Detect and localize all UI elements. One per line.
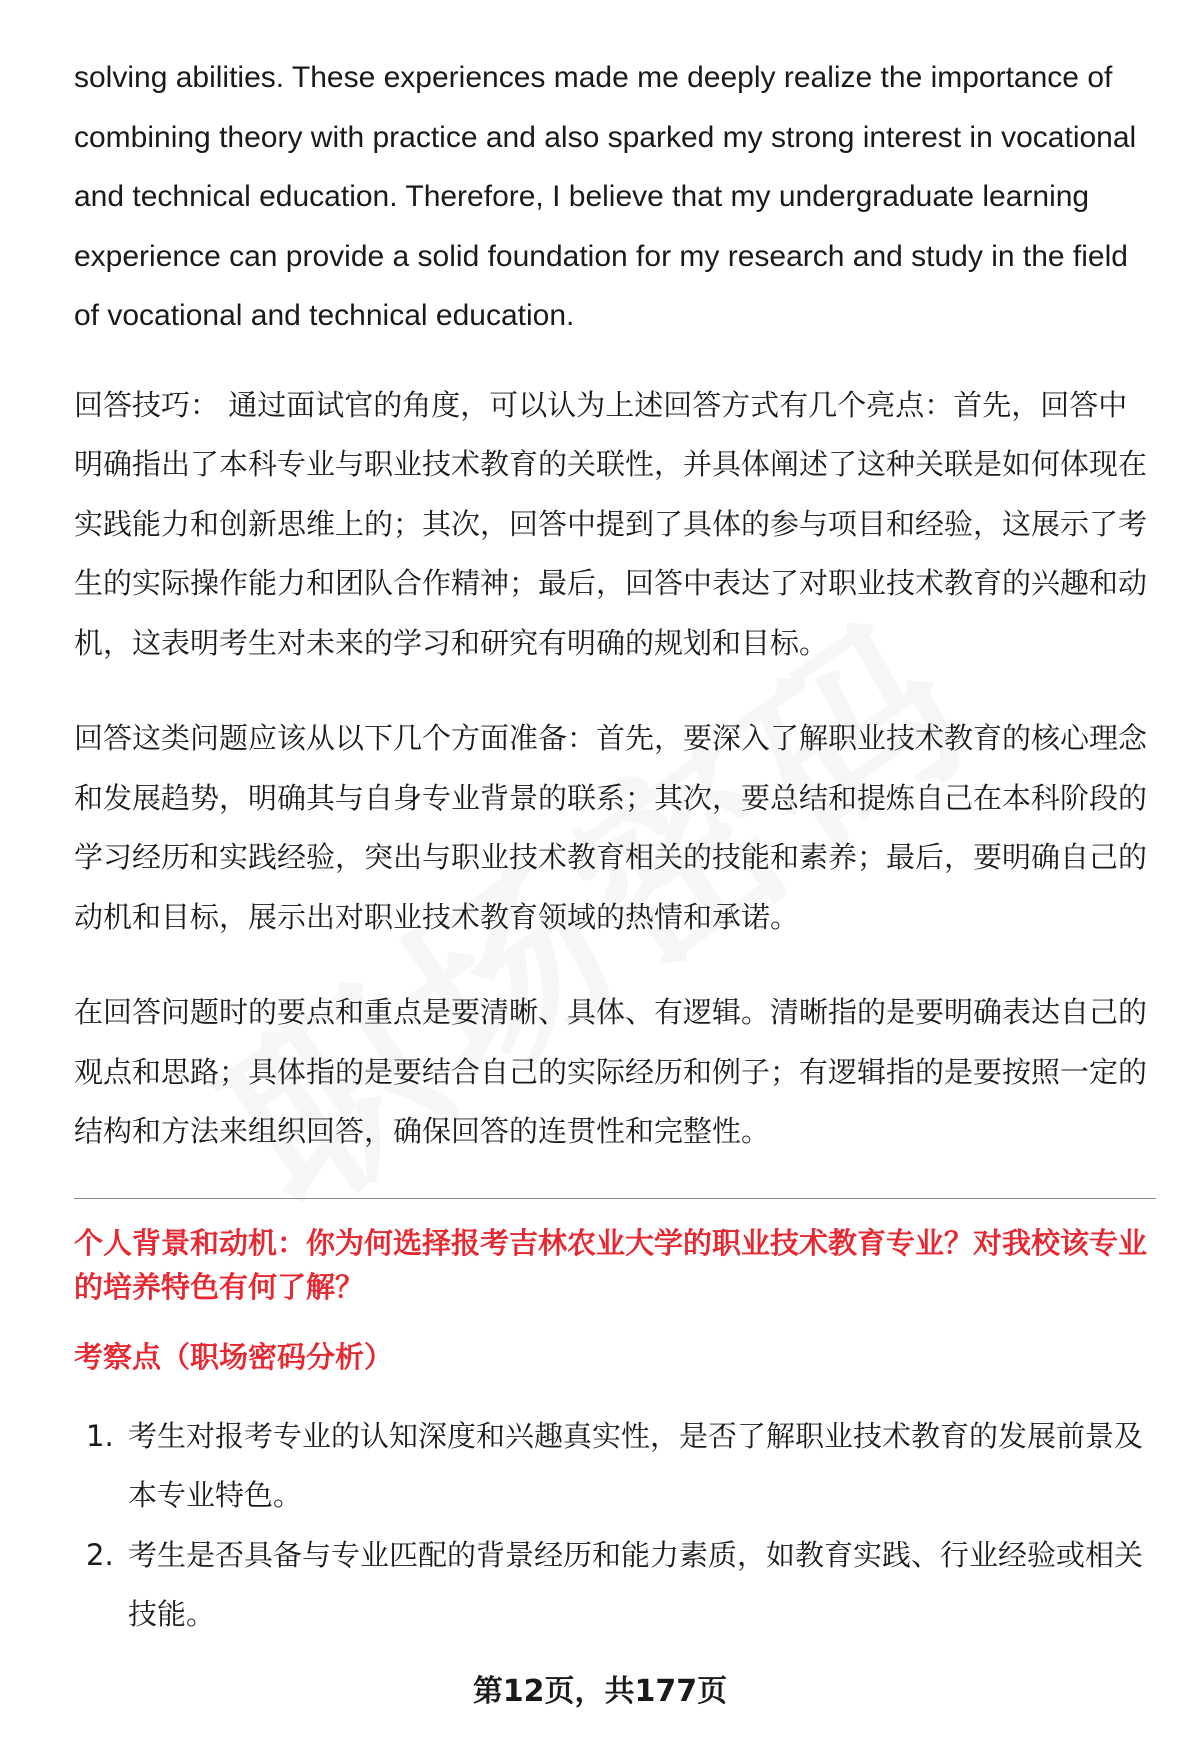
list-item xyxy=(74,1407,1156,1526)
list-number: 2. xyxy=(86,1537,114,1572)
key-points-paragraph: 在回答问题时的要点和重点是要清晰、具体、有逻辑。清晰指的是要明确表达自己的观点和思路；具体指的是要结合自己的实际经历和例子；有逻辑指的是要按照一定的结构和方法来组织回答，确保回答的连贯性和完整性。 xyxy=(74,995,1148,1148)
answer-english-paragraph: solving abilities. These experiences made me deeply realize the importance of combining theory with practice and also sparked my strong interest in vocational and technical education. Therefore, I believe that my undergraduate learning experience can provide a solid foundation for my research and study in the field of vocational and technical education. xyxy=(74,61,1137,332)
list-item xyxy=(74,1526,1156,1645)
list-number: 1. xyxy=(86,1418,114,1453)
list-item-text: 考生对报考专业的认知深度和兴趣真实性，是否了解职业技术教育的发展前景及本专业特色。 xyxy=(128,1418,1144,1512)
preparation-paragraph: 回答这类问题应该从以下几个方面准备：首先，要深入了解职业技术教育的核心理念和发展趋势，明确其与自身专业背景的联系；其次，要总结和提炼自己在本科阶段的学习经历和实践经验，突出与职业技术教育相关的技能和素养；最后，要明确自己的动机和目标，展示出对职业技术教育领域的热情和承诺。 xyxy=(74,721,1148,934)
interview-question: 个人背景和动机：你为何选择报考吉林农业大学的职业技术教育专业？对我校该专业的培养特色有何了解？ xyxy=(74,1225,1148,1304)
document-page xyxy=(74,48,1156,1645)
page-footer: 第12页，共177页 xyxy=(472,1674,728,1709)
assessment-points-heading: 考察点（职场密码分析） xyxy=(74,1339,394,1374)
assessment-points-list xyxy=(74,1407,1156,1645)
section-divider xyxy=(74,1198,1156,1199)
answer-tips-paragraph: 回答技巧： 通过面试官的角度，可以认为上述回答方式有几个亮点：首先，回答中明确指出了本科专业与职业技术教育的关联性，并具体阐述了这种关联是如何体现在实践能力和创新思维上的；其次，回答中提到了具体的参与项目和经验，这展示了考生的实际操作能力和团队合作精神；最后，回答中表达了对职业技术教育的兴趣和动机，这表明考生对未来的学习和研究有明确的规划和目标。 xyxy=(74,387,1148,660)
list-item-text: 考生是否具备与专业匹配的背景经历和能力素质，如教育实践、行业经验或相关技能。 xyxy=(128,1537,1144,1631)
